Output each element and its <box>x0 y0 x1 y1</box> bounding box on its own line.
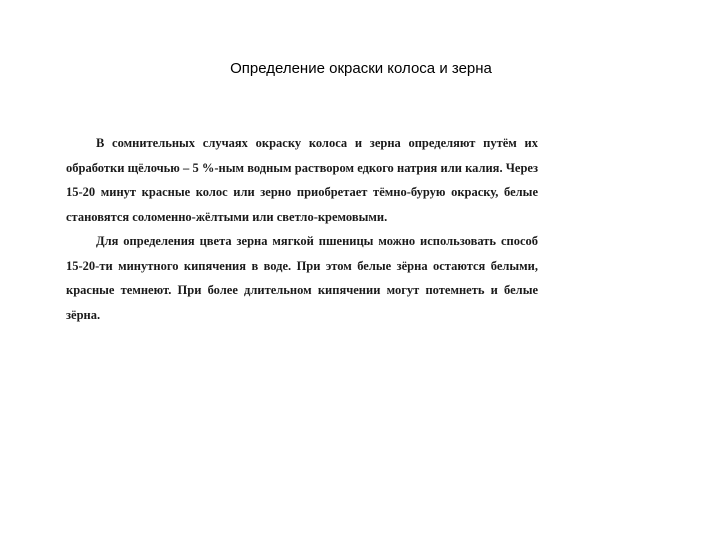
slide-title: Определение окраски колоса и зерна <box>230 60 492 77</box>
paragraph-boiling-method: Для определения цвета зерна мягкой пшеницы можно использовать способ 15-20-ти минутного кипячения в воде. При этом белые зёрна остаются белыми, красные темнеют. При более длительном кипячении могут потемнеть и белые зёрна. <box>66 234 538 322</box>
slide-body <box>66 131 538 327</box>
paragraph-alkali-treatment: В сомнительных случаях окраску колоса и зерна определяют путём их обработки щёлочью – 5 %-ным водным раствором едкого натрия или калия. Через 15-20 минут красные колос или зерно приобретает тёмно-бурую окраску, белые становятся соломенно-жёлтыми или светло-кремовыми. <box>66 136 538 224</box>
